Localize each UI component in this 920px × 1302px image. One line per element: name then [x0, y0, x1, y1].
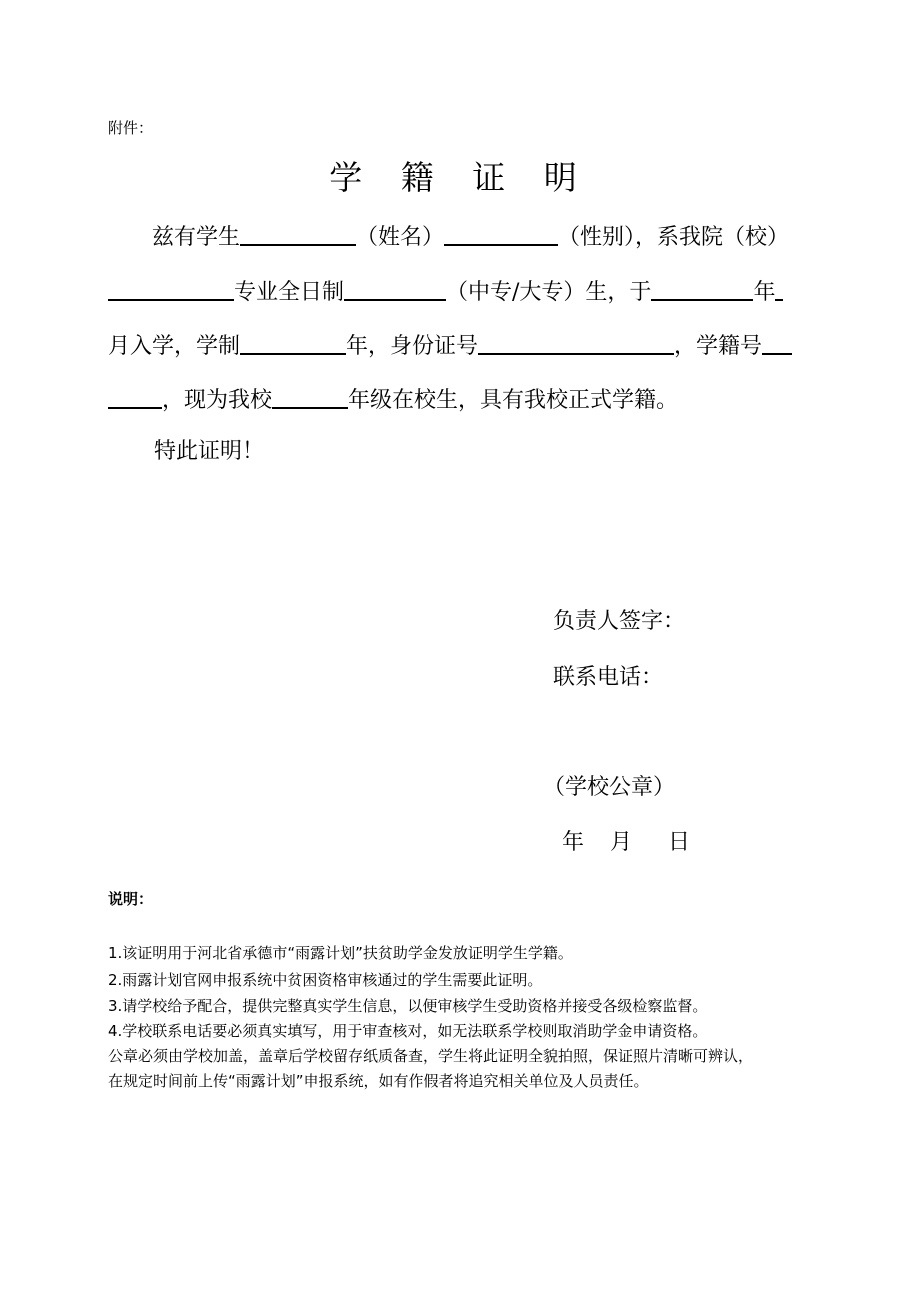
text-year: 年 — [753, 280, 776, 305]
body-line-4 — [108, 383, 678, 416]
contact-phone-label: 联系电话： — [553, 665, 664, 690]
responsible-signature-label: 负责人签字： — [553, 609, 686, 634]
text-gender: （性别），系我院（校） — [558, 225, 790, 250]
text-major: 专业全日制 — [234, 280, 345, 305]
enroll-month-blank[interactable] — [775, 275, 783, 301]
document-title: 学 籍 证 明 — [329, 158, 591, 197]
note-item: 4.学校联系电话要必须真实填写，用于审查核对，如无法联系学校则取消助学金申请资格。 — [108, 1022, 708, 1040]
body-line-1 — [152, 220, 789, 253]
text-grade: 年级在校生，具有我校正式学籍。 — [348, 388, 679, 413]
school-seal-label: （学校公章） — [543, 775, 676, 800]
enroll-year-blank[interactable] — [651, 275, 753, 301]
student-no-blank-a[interactable] — [762, 329, 792, 355]
note-item: 2.雨露计划官网申报系统中贫困资格审核通过的学生需要此证明。 — [108, 971, 543, 989]
notes-heading: 说明： — [108, 890, 154, 908]
note-item: 公章必须由学校加盖，盖章后学校留存纸质备查，学生将此证明全貌拍照，保证照片清晰可辨认， — [108, 1047, 754, 1065]
student-no-blank-b[interactable] — [108, 383, 162, 409]
note-item: 3.请学校给予配合，提供完整真实学生信息，以便审核学生受助资格并接受各级检察监督。 — [108, 997, 708, 1015]
text-id: 年，身份证号 — [346, 334, 479, 359]
duration-blank[interactable] — [240, 329, 346, 355]
date-day: 日 — [668, 830, 691, 855]
body-line-3 — [108, 329, 792, 362]
text-student: 兹有学生 — [152, 225, 241, 250]
text-enroll: 月入学，学制 — [108, 334, 241, 359]
date-year: 年 — [562, 830, 585, 855]
major-blank[interactable] — [108, 275, 234, 301]
id-number-blank[interactable] — [478, 329, 674, 355]
closing-text: 特此证明！ — [154, 439, 265, 464]
body-line-2 — [108, 275, 783, 308]
note-item: 1.该证明用于河北省承德市“雨露计划”扶贫助学金发放证明学生学籍。 — [108, 944, 573, 962]
level-blank[interactable] — [344, 275, 446, 301]
text-level: （中专/大专）生，于 — [446, 280, 652, 305]
text-name: （姓名） — [356, 225, 445, 250]
note-item: 在规定时间前上传“雨露计划”申报系统，如有作假者将追究相关单位及人员责任。 — [108, 1072, 649, 1090]
grade-blank[interactable] — [272, 383, 348, 409]
attachment-label: 附件： — [108, 119, 154, 137]
gender-blank[interactable] — [444, 220, 558, 246]
date-month: 月 — [610, 830, 633, 855]
text-student-no: ，学籍号 — [674, 334, 763, 359]
name-blank[interactable] — [240, 220, 356, 246]
text-current: ，现为我校 — [162, 388, 273, 413]
